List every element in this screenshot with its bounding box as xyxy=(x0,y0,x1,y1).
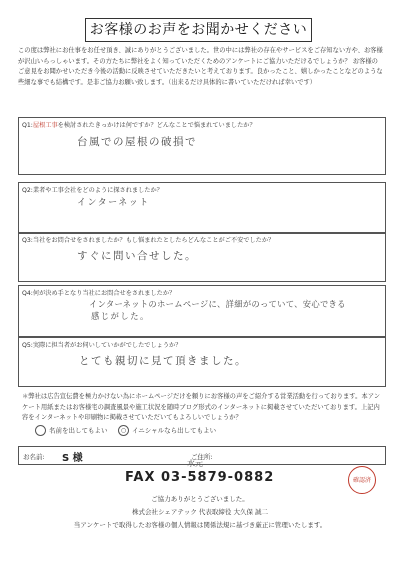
question-4 xyxy=(18,285,386,337)
question-text: 実際に担当者がお伺いしていかがでしたでしょうか？ xyxy=(32,342,182,349)
publication-note: ＊弊社は広告宣伝費を極力かけない為にホームページだけを頼りにお客様の声をご紹介する営業活動を行っております。本アンケート用紙またはお客様宅の調査風景や施工状況を随時ブログ形式のインターネットに掲載させていただいております。上記内容をインターネットや印刷物に掲載させていただいてもよろしいでしょうか？ xyxy=(22,393,381,421)
question-4-label xyxy=(22,288,175,297)
question-number: Q2: xyxy=(22,187,33,194)
question-text: 何が決め手となり当社にお問合せをされましたか？ xyxy=(32,290,176,297)
answer-4-line-1[interactable]: インターネットのホームページに、詳細がのっていて、安心できる xyxy=(89,299,346,309)
answer-5[interactable]: とても親切に見て頂きました。 xyxy=(79,355,247,367)
footer-privacy: 当アンケートで取得したお客様の個人情報は関係法規に基づき厳正に管理いたします。 xyxy=(73,521,327,529)
question-3-label xyxy=(22,235,274,244)
address-label: ご住所: xyxy=(191,453,213,461)
footer-company: 株式会社シェアテック 代表取締役 大久保 誠二 xyxy=(131,508,269,516)
fax-number: FAX 03-5879-0882 xyxy=(125,470,275,485)
address-field[interactable]: 水元 xyxy=(187,459,203,468)
option-checkbox[interactable]: ○ xyxy=(118,425,129,436)
option-name-ok[interactable] xyxy=(35,425,108,436)
question-2 xyxy=(18,182,386,234)
question-text: を検討されたきっかけは何ですか？どんなことで悩まれていましたか？ xyxy=(57,122,256,129)
question-number: Q4: xyxy=(22,290,33,297)
option-initial-ok[interactable] xyxy=(118,425,216,436)
question-1 xyxy=(18,117,386,175)
confirmation-stamp: 確認済 xyxy=(348,466,376,494)
question-text: 業者や工事会社をどのように探されましたか？ xyxy=(32,187,163,194)
answer-3[interactable]: すぐに問い合せした。 xyxy=(77,250,197,262)
question-2-label xyxy=(22,185,163,194)
question-number: Q1: xyxy=(22,122,33,129)
page-title: お客様のお声をお聞かせください xyxy=(85,18,312,42)
question-text: 当社をお問合せをされましたか？もし悩まれたとしたらどんなことがご不安でしたか？ xyxy=(32,237,275,244)
name-label: お名前: xyxy=(23,453,45,461)
intro-text: この度は弊社にお仕事をお任せ頂き、誠にありがとうございました。世の中には弊社の存在やサービスをご存知ない方や、お客様が沢山いらっしゃいます。その方たちに弊社をよく知っていただくためのアンケートにご協力いただけるでしょうか？ お客様のご意見をお聞かせいただき今後の活動に反映させていただきたいと考えております。良かったこと、嬉しかったことなどのような些細な事でも結構です。是非ご協力お願い致します。（出来るだけ具体的に書いていただければ幸いです） xyxy=(18,47,383,86)
option-label: 名前を出してもよい xyxy=(49,426,108,435)
option-checkbox[interactable] xyxy=(35,425,46,436)
answer-4-line-2[interactable]: 感じがした。 xyxy=(91,311,150,321)
footer-thanks: ご協力ありがとうございました。 xyxy=(151,495,249,503)
question-number: Q5: xyxy=(22,342,33,349)
question-1-label xyxy=(22,120,256,129)
answer-1[interactable]: 台風での屋根の破損で xyxy=(77,136,197,148)
name-field[interactable]: S 様 xyxy=(62,453,83,464)
question-3 xyxy=(18,232,386,282)
question-highlight: 屋根工事 xyxy=(32,122,58,129)
answer-2[interactable]: インターネット xyxy=(77,198,150,208)
option-label: イニシャルなら出してもよい xyxy=(132,426,217,435)
question-5 xyxy=(18,337,386,387)
question-number: Q3: xyxy=(22,237,33,244)
name-address-row xyxy=(18,446,386,468)
question-5-label xyxy=(22,340,181,349)
